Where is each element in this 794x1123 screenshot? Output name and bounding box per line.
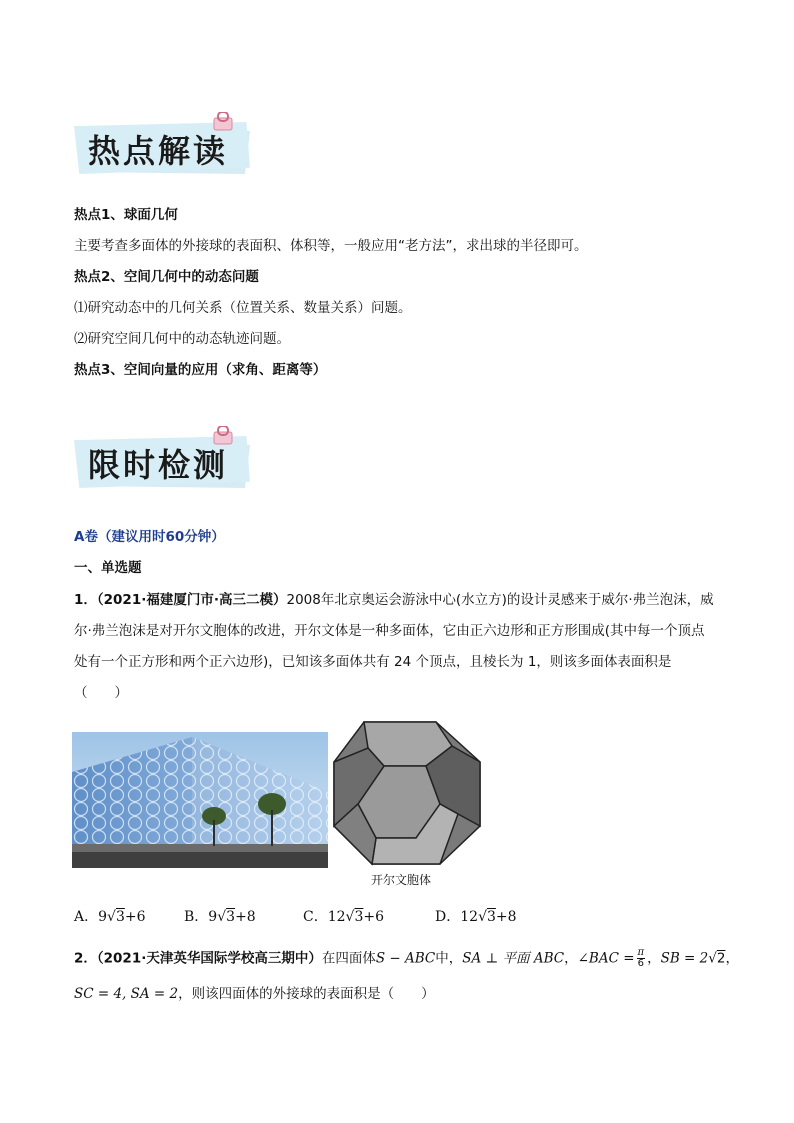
option-a[interactable]: A．9√3+6 (74, 909, 146, 925)
kelvin-cell-figure (330, 718, 486, 868)
hotspot-3-title: 热点3、空间向量的应用（求角、距离等） (74, 362, 327, 378)
section-banner-test (74, 432, 252, 496)
question-1-source: 1．（2021·福建厦门市·高三二模） (74, 592, 287, 608)
section-banner-hot (74, 118, 252, 182)
water-cube-photo (72, 732, 328, 868)
hotspot-2-title: 热点2、空间几何中的动态问题 (74, 269, 259, 285)
option-c[interactable]: C．12√3+6 (303, 909, 385, 925)
question-1-line-1: 1．（2021·福建厦门市·高三二模）2008年北京奥运会游泳中心(水立方)的设计灵感来于威尔·弗兰泡沫，威 (74, 592, 714, 608)
hotspot-2-item-2: ⑵研究空间几何中的动态轨迹问题。 (74, 331, 290, 347)
hotspot-1-text: 主要考查多面体的外接球的表面积、体积等，一般应用“老方法”，求出球的半径即可。 (74, 238, 588, 254)
hotspot-1-title: 热点1、球面几何 (74, 207, 178, 223)
question-1-line-3: 处有一个正方形和两个正六边形)，已知该多面体共有 24 个顶点，且棱长为 1，则该多面体表面积是 (74, 654, 672, 670)
figure-caption: 开尔文胞体 (371, 873, 432, 887)
question-2-line-1: 2．（2021·天津英华国际学校高三期中）在四面体S − ABC中，SA ⊥ 平面 ABC，∠BAC = $\frac{\pi}{6}$ ，SB = 2√2， (74, 947, 739, 969)
question-1-paren: （ ） (74, 685, 128, 701)
question-1-line-2: 尔·弗兰泡沫是对开尔文胞体的改进，开尔文体是一种多面体，它由正六边形和正方形围成(其中每一个顶点 (74, 623, 705, 639)
question-2-line-2: SC = 4, SA = 2，则该四面体的外接球的表面积是（ ） (74, 986, 435, 1002)
section-title-test: 限时检测 (88, 446, 229, 484)
question-2-source: 2．（2021·天津英华国际学校高三期中） (74, 950, 322, 967)
option-b[interactable]: B．9√3+8 (184, 909, 256, 925)
option-d[interactable]: D．12√3+8 (435, 909, 517, 925)
exam-part: 一、单选题 (74, 560, 142, 576)
section-title-hot: 热点解读 (88, 132, 229, 170)
hotspot-2-item-1: ⑴研究动态中的几何关系（位置关系、数量关系）问题。 (74, 300, 412, 316)
exam-volume: A卷（建议用时60分钟） (74, 529, 225, 545)
